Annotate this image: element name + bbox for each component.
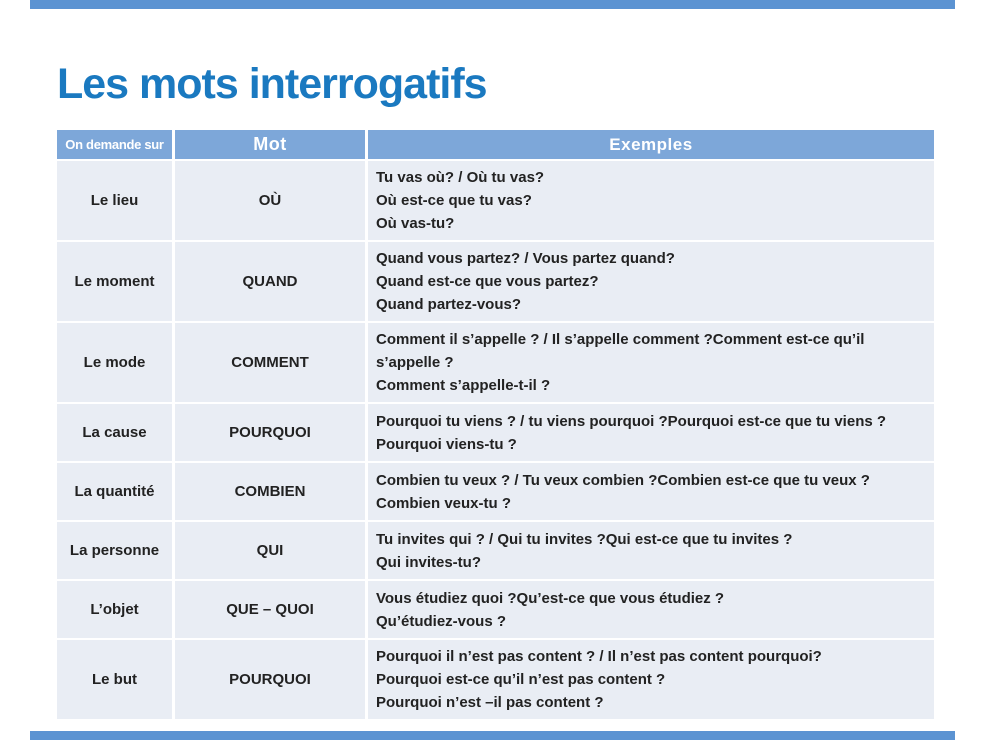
example-line: Pourquoi est-ce qu’il n’est pas content ?	[376, 671, 666, 688]
example-line: Tu vas où? / Où tu vas?	[376, 169, 545, 186]
exemples-cell	[368, 404, 934, 461]
example-line: Quand partez-vous?	[376, 296, 522, 313]
example-line: Comment il s’appelle ? / Il s’appelle comment ?Comment est-ce qu’il	[376, 331, 865, 348]
example-line: s’appelle ?	[376, 354, 454, 371]
table-row	[57, 640, 934, 721]
table-row	[57, 463, 934, 522]
mot-cell: QUI	[175, 522, 368, 579]
category-cell: La cause	[57, 404, 175, 461]
mot-cell: COMMENT	[175, 323, 368, 402]
mot-cell: QUE – QUOI	[175, 581, 368, 638]
mot-cell: POURQUOI	[175, 404, 368, 461]
exemples-cell	[368, 522, 934, 579]
header-cell-mot: Mot	[175, 130, 368, 159]
category-cell: Le mode	[57, 323, 175, 402]
category-cell: L’objet	[57, 581, 175, 638]
example-line: Combien tu veux ? / Tu veux combien ?Combien est-ce que tu veux ?	[376, 471, 870, 489]
header-cell-on-demande-sur: On demande sur	[57, 130, 175, 159]
example-line: Pourquoi tu viens ? / tu viens pourquoi ?Pourquoi est-ce que tu viens ?	[376, 412, 887, 430]
mot-cell: QUAND	[175, 242, 368, 321]
example-line: Où est-ce que tu vas?	[376, 192, 532, 209]
header-cell-exemples: Exemples	[368, 130, 934, 159]
example-line: Comment s’appelle-t-il ?	[376, 377, 551, 394]
mot-cell: COMBIEN	[175, 463, 368, 520]
exemples-cell	[368, 242, 934, 321]
example-line: Tu invites qui ? / Qui tu invites ?Qui est-ce que tu invites ?	[376, 530, 793, 548]
table-header-row	[57, 130, 934, 161]
category-cell: Le moment	[57, 242, 175, 321]
mot-cell: POURQUOI	[175, 640, 368, 719]
example-line: Pourquoi il n’est pas content ? / Il n’est pas content pourquoi?	[376, 648, 822, 665]
top-accent-bar	[30, 0, 955, 9]
table-row	[57, 581, 934, 640]
category-cell: La personne	[57, 522, 175, 579]
category-cell: Le lieu	[57, 161, 175, 240]
table-row	[57, 404, 934, 463]
example-line: Qu’étudiez-vous ?	[376, 612, 507, 630]
exemples-cell	[368, 463, 934, 520]
mot-cell: OÙ	[175, 161, 368, 240]
example-line: Quand est-ce que vous partez?	[376, 273, 599, 290]
example-line: Où vas-tu?	[376, 215, 455, 232]
category-cell: La quantité	[57, 463, 175, 520]
example-line: Pourquoi n’est –il pas content ?	[376, 694, 604, 711]
example-line: Combien veux-tu ?	[376, 494, 512, 512]
table-row	[57, 323, 934, 404]
bottom-accent-bar	[30, 731, 955, 740]
interrogatifs-table	[57, 130, 934, 721]
table-row	[57, 242, 934, 323]
exemples-cell	[368, 161, 934, 240]
example-line: Vous étudiez quoi ?Qu’est-ce que vous étudiez ?	[376, 589, 725, 607]
example-line: Qui invites-tu?	[376, 553, 481, 571]
table-row	[57, 161, 934, 242]
exemples-cell	[368, 323, 934, 402]
table-body	[57, 161, 934, 721]
page-title: Les mots interrogatifs	[57, 60, 487, 108]
exemples-cell	[368, 640, 934, 719]
table-row	[57, 522, 934, 581]
example-line: Quand vous partez? / Vous partez quand?	[376, 250, 675, 267]
category-cell: Le but	[57, 640, 175, 719]
example-line: Pourquoi viens-tu ?	[376, 435, 517, 453]
exemples-cell	[368, 581, 934, 638]
